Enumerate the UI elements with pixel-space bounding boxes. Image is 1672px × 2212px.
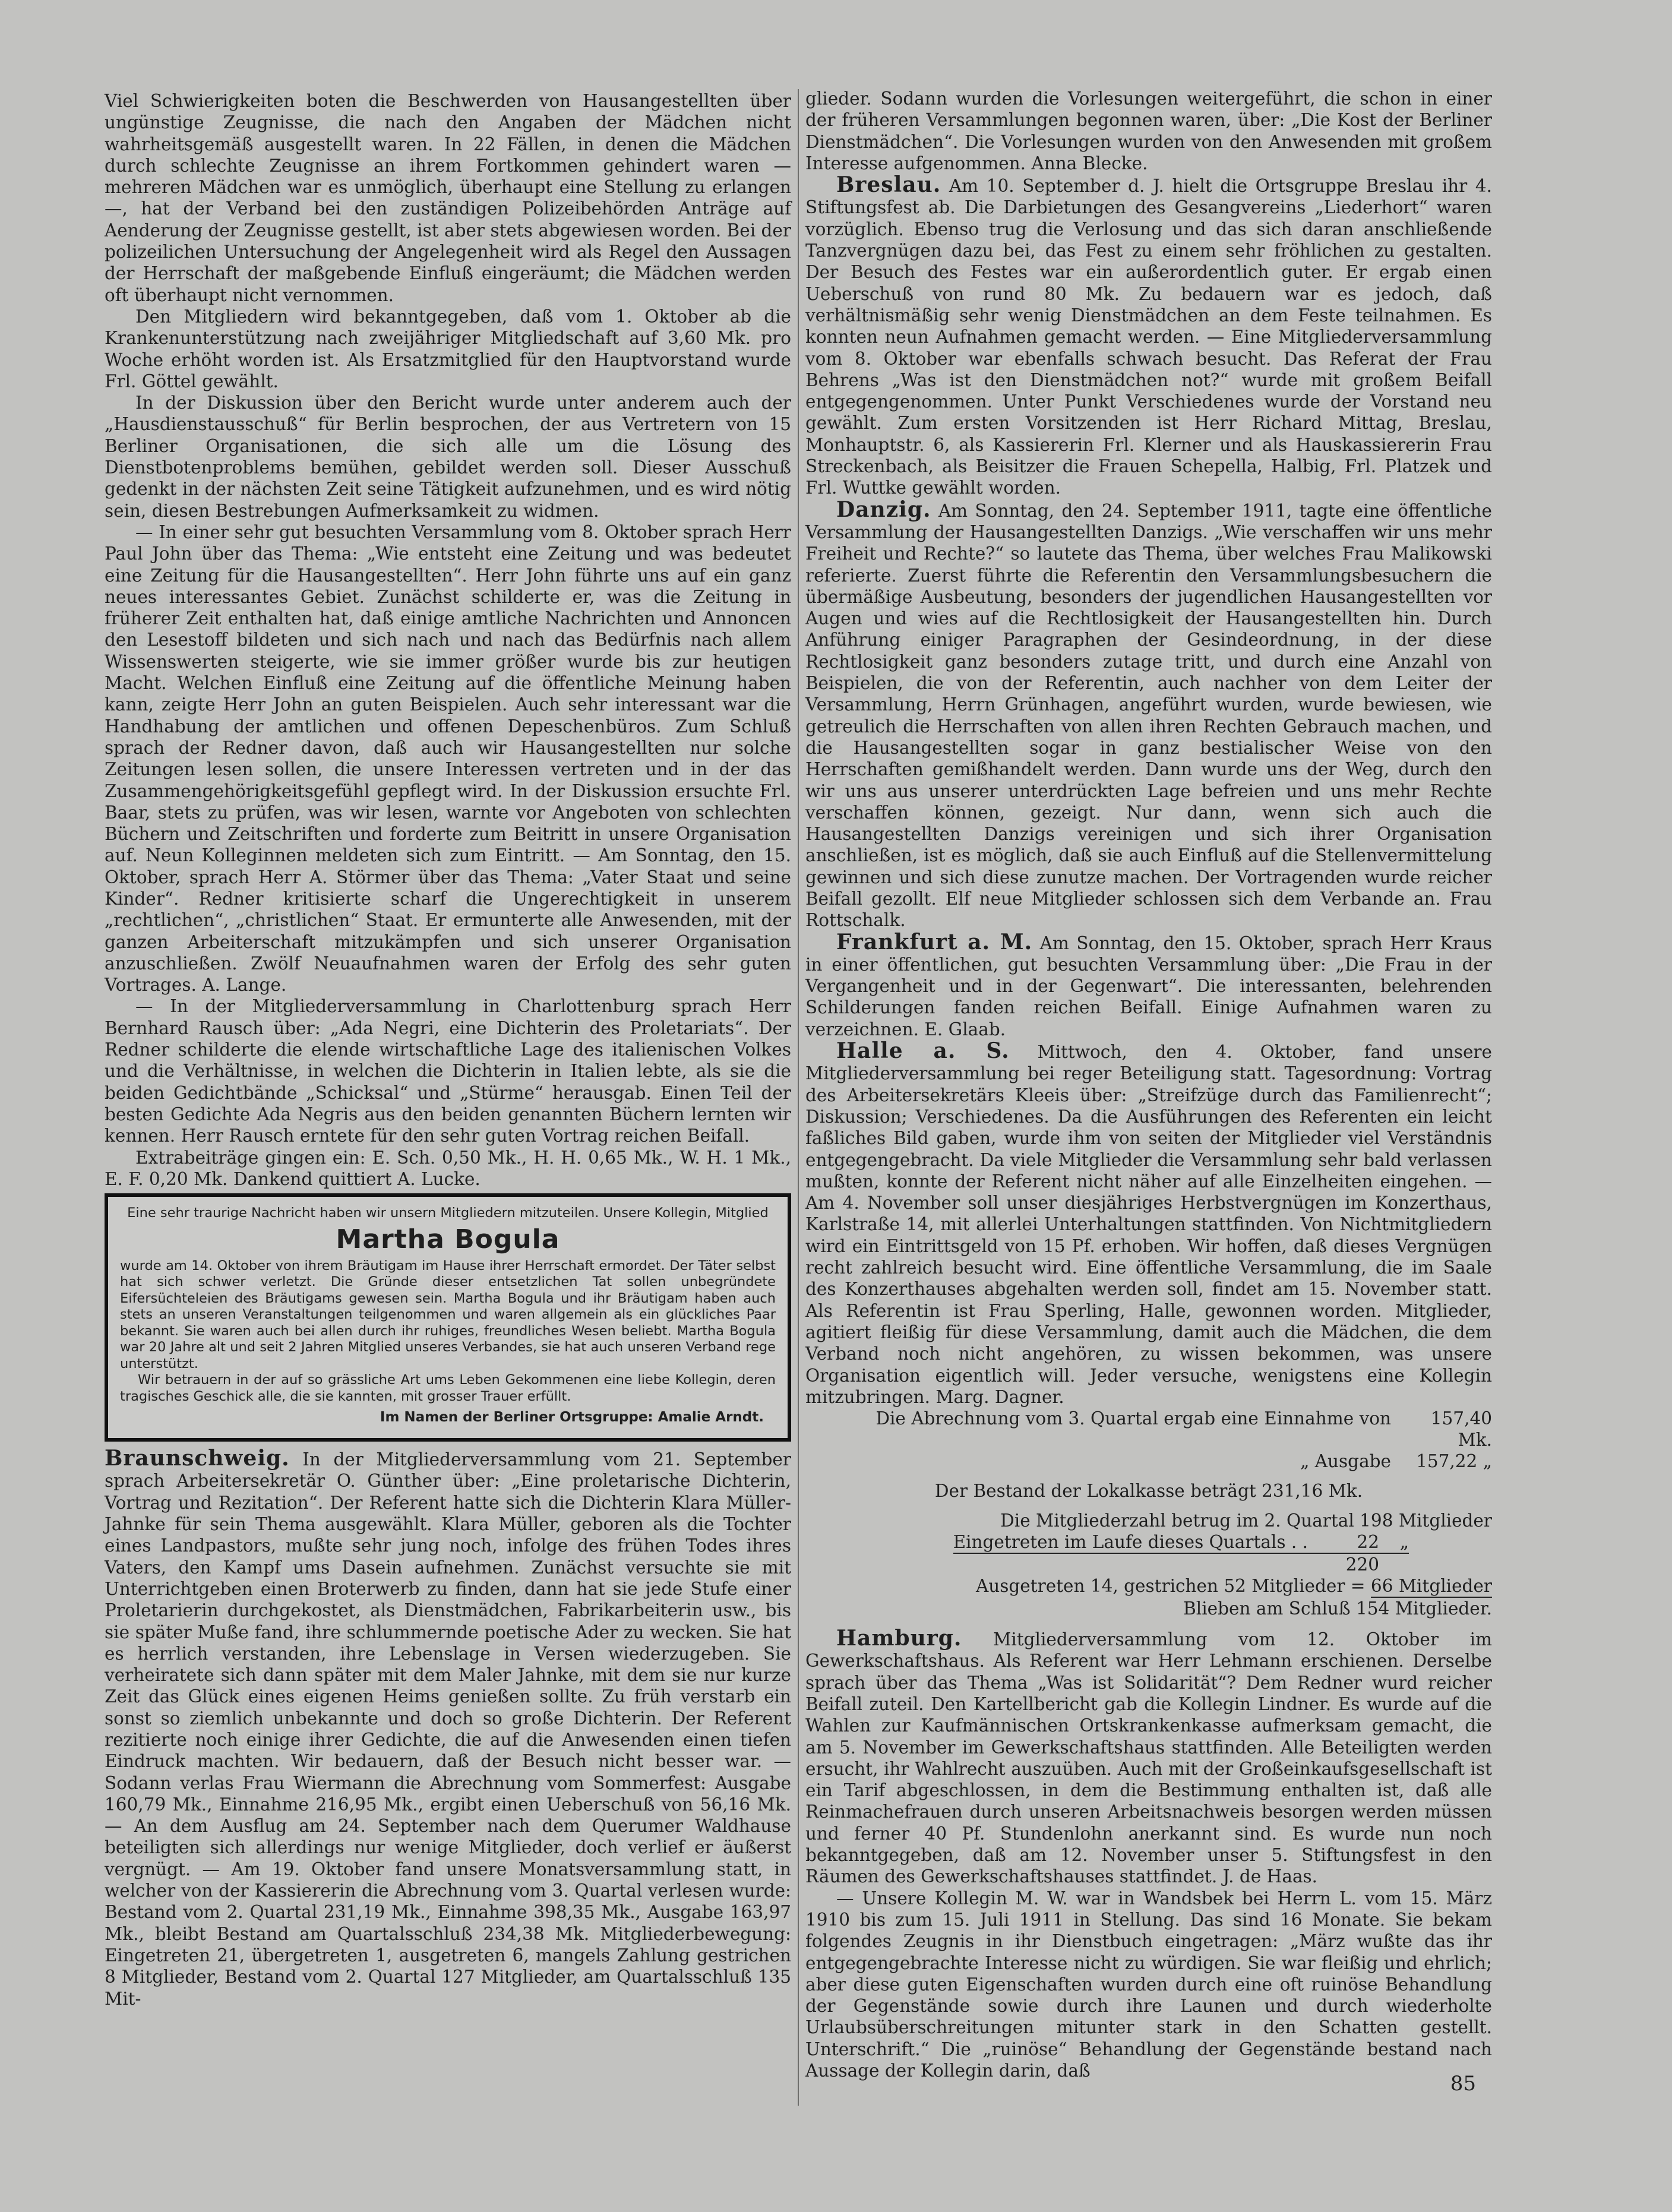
report-text: In der Mitgliederversammlung vom 21. September sprach Arbeitersekretär O. Günther über: „Eine proletarische Dichterin, Vortrag und Rezitation“. Der Referent hatte sich die Dichterin Klara Müller-Jahnke für sein Thema ausgewählt. Klara Müller, geboren als die Tochter eines Landpastors, mußte sehr jung noch, infolge des frühen Todes ihres Vaters, den Kampf ums Dasein aufnehmen. Zunächst versuchte sie mit Unterrichtgeben einen Broterwerb zu finden, dann hat sie jede Stufe einer Proletarierin durchgekostet, als Dienstmädchen, Fabrikarbeiterin usw., bis sie später Muße fand, ihre schlummernde poetische Ader zu wecken. Sie hat es herrlich verstanden, ihre Lebenslage in Versen wiederzugeben. Sie verheiratete sich dann später mit dem Maler Jahnke, mit dem sie nur kurze Zeit das Glück eines eigenen Heims genießen sollte. Zu früh verstarb ein sonst so ziemlich unbekannte und doch so große Dichterin. Der Referent rezitierte noch einige ihrer Gedichte, die auf die Anwesenden einen tiefen Eindruck machten. Wir bedauern, daß der Besuch nicht besser war. — Sodann verlas Frau Wiermann die Abrechnung vom Sommerfest: Ausgabe 160,79 Mk., Einnahme 216,95 Mk., ergibt einen Ueberschuß von 56,16 Mk. — An dem Ausflug am 24. September nach dem Querumer Waldhause beteiligten sich allerdings nur wenige Mitglieder, doch verlief er äußerst vergnügt. — Am 19. Oktober fand unsere Monatsversammlung statt, in welcher von der Kassiererin die Abrechnung vom 3. Quartal verlesen wurde: Bestand vom 2. Quartal 231,19 Mk., Einnahme 398,35 Mk., Ausgabe 163,97 Mk., bleibt Bestand am Quartalsschluß 234,38 Mk. Mitgliederbewegung: Eingetreten 21, übergetreten 1, ausgetreten 6, mangels Zahlung gestrichen 8 Mitglieder, Bestand vom 2. Quartal 127 Mitglieder, am Quartalsschluß 135 Mit-	[105, 1449, 791, 2009]
place-heading: Halle a. S.	[836, 1038, 1010, 1064]
place-heading: Danzig.	[836, 497, 931, 522]
membership-count: 22	[1308, 1531, 1379, 1554]
accounts-expense-label: „ Ausgabe	[1300, 1451, 1391, 1472]
membership-summary: Blieben am Schluß 154 Mitglieder.	[1183, 1598, 1492, 1619]
left-column	[105, 90, 791, 2009]
report-hamburg-testimonial: — Unsere Kollegin M. W. war in Wandsbek bei Herrn L. vom 15. März 1910 bis zum 15. Juli 1911 in Stellung. Das sind 16 Monate. Sie bekam folgendes Zeugnis in ihr Dienstbuch eingetragen: „März wußte das ihr entgegengebrachte Interesse nicht zu würdigen. Sie war fleißig und ehrlich; aber diese guten Eigenschaften wurden durch eine oft ruinöse Behandlung der Gegenstände sowie durch ihre Launen und durch wiederholte Urlaubsüberschreitungen mitunter stark in den Schatten gestellt. Unterschrift.“ Die „ruinöse“ Behandlung der Gegenstände bestand nach Aussage der Kollegin darin, daß	[805, 1888, 1492, 2081]
report-danzig	[805, 499, 1492, 931]
paragraph-discussion: In der Diskussion über den Bericht wurde unter anderem auch der „Hausdienstausschuß“ für Berlin besprochen, der aus Vertretern von 15 Berliner Organisationen, die sich alle um die Lösung des Dienstbotenproblems bemühen, gebildet werden soll. Dieser Ausschuß gedenkt in der nächsten Zeit seine Tätigkeit aufzunehmen, und es wird nötig sein, diesen Bestrebungen Aufmerksamkeit zu widmen.	[105, 393, 791, 521]
paragraph-extra-contributions: Extrabeiträge gingen ein: E. Sch. 0,50 Mk., H. H. 0,65 Mk., W. H. 1 Mk., E. F. 0,20 Mk. Dankend quittiert A. Lucke.	[105, 1147, 791, 1189]
paragraph-complaints: Viel Schwierigkeiten boten die Beschwerden von Hausangestellten über ungünstige Zeugnisse, die nach den Angaben der Mädchen nicht wahrheitsgemäß ausgestellt waren. In 22 Fällen, in denen die Mädchen durch schlechte Zeugnisse an ihrem Fortkommen gehindert waren — mehreren Mädchen war es unmöglich, überhaupt eine Stellung zu erlangen —, hat der Verband bei den zuständigen Polizeibehörden Anträge auf Aenderung der Zeugnisse gestellt, ist aber stets abgewiesen worden. Bei der polizeilichen Untersuchung der Angelegenheit wird als Regel den Aussagen der Herrschaft der maßgebende Einfluß eingeräumt; die Mädchen werden oft überhaupt nicht vernommen.	[105, 91, 791, 305]
report-text: Am Sonntag, den 15. Oktober, sprach Herr Kraus in einer öffentlichen, gut besuchten Versammlung über: „Die Frau in der Vergangenheit und in der Gegenwart“. Die interessanten, belehrenden Schilderungen fanden reichen Beifall. Einige Aufnahmen waren zu verzeichnen. E. Glaab.	[805, 933, 1492, 1039]
report-halle	[805, 1040, 1492, 1408]
membership-row	[805, 1510, 1492, 1531]
membership-row	[805, 1531, 1492, 1554]
page-number: 85	[1450, 2072, 1476, 2096]
report-text: Mitgliederversammlung vom 12. Oktober im Gewerkschaftshaus. Als Referent war Herr Lehmann erschienen. Derselbe sprach über das Thema „Was ist Solidarität“? Dem Redner wurd reicher Beifall zuteil. Den Kartellbericht gab die Kollegin Lindner. Es wurde auf die Wahlen zur Kaufmännischen Ortskrankenkasse aufmerksam gemacht, die am 5. November im Gewerkschaftshaus stattfinden. Alle Beteiligten werden ersucht, ihr Wahlrecht auszuüben. Auch mit der Großeinkaufsgesellschaft ist ein Tarif abgeschlossen, in dem die Bestimmung enthalten ist, daß alle Reinmachefrauen durch unseren Arbeitsnachweis besorgen werden müssen und ferner 40 Pf. Stundenlohn anerkannt sind. Es wurde nun noch bekanntgegeben, daß am 12. November unser 5. Stiftungsfest in den Räumen des Gewerkschaftshauses stattfindet. J. de Haas.	[805, 1629, 1492, 1887]
obituary-name: Martha Bogula	[336, 1224, 560, 1254]
place-heading: Hamburg.	[836, 1626, 962, 1651]
obituary-intro: Eine sehr traurige Nachricht haben wir unsern Mitgliedern mitzuteilen. Unsere Kollegin, Mitglied	[127, 1205, 769, 1221]
accounts-income-value: 157,40 Mk.	[1430, 1408, 1492, 1451]
membership-ditto: „	[1379, 1531, 1409, 1554]
paragraph-continued: glieder. Sodann wurden die Vorlesungen weitergeführt, die schon in einer der früheren Versammlungen begonnen waren, über: „Die Kost der Berliner Dienstmädchen“. Die Vorlesungen wurden von den Anwesenden mit großem Interesse aufgenommen. Anna Blecke.	[805, 89, 1492, 173]
report-breslau	[805, 174, 1492, 498]
accounts-expense-row	[805, 1451, 1492, 1472]
obituary-signature: Im Namen der Berliner Ortsgruppe: Amalie Arndt.	[380, 1410, 764, 1426]
place-heading: Frankfurt a. M.	[836, 929, 1033, 955]
accounts-income-row	[805, 1408, 1492, 1451]
halle-membership-table	[805, 1510, 1492, 1619]
report-braunschweig	[105, 1448, 791, 2009]
paragraph-charlottenburg: — In der Mitgliederversammlung in Charlottenburg sprach Herr Bernhard Rausch über: „Ada Negri, eine Dichterin des Proletariats“. Der Redner schilderte die elende wirtschaftliche Lage des italienischen Volkes und die Verhältnisse, in welchen die Dichterin in Italien lebte, als sie die beiden Gedichtbände „Schicksal“ und „Stürme“ herausgab. Einen Teil der besten Gedichte Ada Negris aus den beiden genannten Büchern lernten wir kennen. Herr Rausch erntete für den sehr guten Vortrag reichen Beifall.	[105, 996, 791, 1146]
place-heading: Braunschweig.	[105, 1446, 290, 1471]
report-text: Mittwoch, den 4. Oktober, fand unsere Mitgliederversammlung bei reger Beteiligung statt. Tagesordnung: Vortrag des Arbeitersekretärs Kleeis über: „Streifzüge durch das Familienrecht“; Diskussion; Verschiedenes. Da die Ausführungen des Referenten ein leicht faßliches Bild gaben, wurde ihm von seiten der Mitglieder viel Verständnis entgegengebracht. Da viele Mitglieder die Versammlung sehr bald verlassen mußten, konnte der Referent nicht näher auf alle Einzelheiten eingehen. — Am 4. November soll unser diesjähriges Herbstvergnügen im Konzerthaus, Karlstraße 14, mit allerlei Unterhaltungen stattfinden. Von Nichtmitgliedern wird ein Eintrittsgeld von 15 Pf. erhoben. Wir hoffen, daß dieses Vergnügen recht zahlreich besucht wird. Eine öffentliche Versammlung, die im Saale des Konzerthauses abgehalten werden soll, findet am 15. November statt. Als Referentin ist Frau Sperling, Halle, gewonnen worden. Mitglieder, agitiert fleißig für diese Versammlung, damit auch die Mädchen, die dem Verband noch nicht angehören, zu wissen bekommen, was unsere Organisation eigentlich will. Jeder versuche, wenigstens eine Kollegin mitzubringen. Marg. Dagner.	[805, 1042, 1492, 1407]
place-heading: Breslau.	[836, 172, 941, 198]
report-hamburg	[805, 1628, 1492, 1888]
membership-row	[805, 1575, 1492, 1598]
accounts-income-label: Die Abrechnung vom 3. Quartal ergab eine Einnahme von	[875, 1408, 1391, 1429]
halle-accounts	[805, 1408, 1492, 1502]
membership-label: Ausgetreten 14, gestrichen 52 Mitglieder =	[975, 1576, 1366, 1597]
membership-row	[805, 1554, 1492, 1575]
accounts-expense-value: 157,22 „	[1416, 1451, 1492, 1472]
membership-label: Eingetreten im Laufe dieses Quartals . .	[953, 1531, 1308, 1554]
membership-row	[805, 1598, 1492, 1619]
membership-label: Die Mitgliederzahl betrug im 2. Quartal	[1000, 1511, 1354, 1531]
obituary-body: wurde am 14. Oktober von ihrem Bräutigam im Hause ihrer Herrschaft ermordet. Der Täter selbst hat sich schwer verletzt. Die Gründe dieser entsetzlichen Tat sollen unbegründete Eifersüchteleien des Bräutigams gewesen sein. Martha Bogula und ihr Bräutigam haben auch stets an unseren Veranstaltungen teilgenommen und waren allgemein als ein glückliches Paar bekannt. Sie waren auch bei allen durch ihr ruhiges, freundliches Wesen beliebt. Martha Bogula war 20 Jahre alt und seit 2 Jahren Mitglied unseres Verbandes, sie hat auch unseren Verband rege unterstützt.	[120, 1257, 776, 1372]
membership-count: 66 Mitglieder	[1371, 1575, 1492, 1598]
membership-count: 220	[1345, 1554, 1379, 1575]
membership-count: 198 Mitglieder	[1360, 1511, 1492, 1531]
report-frankfurt	[805, 931, 1492, 1040]
right-column	[805, 88, 1492, 2081]
paragraph-john-lecture: — In einer sehr gut besuchten Versammlung vom 8. Oktober sprach Herr Paul John über das Thema: „Wie entsteht eine Zeitung und was bedeutet eine Zeitung für die Hausangestellten“. Herr John führte uns auf ein ganz neues interessantes Gebiet. Zunächst schilderte er, was die Zeitung in früherer Zeit enthalten hat, daß einige amtliche Nachrichten und Annoncen den Lesestoff bildeten und sich nach und nach das Bedürfnis nach allem Wissenswerten steigerte, wie sie immer größer wurde bis zur heutigen Macht. Welchen Einfluß eine Zeitung auf die öffentliche Meinung haben kann, zeigte Herr John an guten Beispielen. Auch sehr interessant war die Handhabung der amtlichen und offenen Depeschenbüros. Zum Schluß sprach der Redner davon, daß auch wir Hausangestellten nur solche Zeitungen lesen sollen, die unsere Interessen vertreten und in der das Zusammengehörigkeitsgefühl gepflegt wird. In der Diskussion ersuchte Frl. Baar, stets zu prüfen, was wir lesen, warnte vor Angeboten von schlechten Büchern und Zeitschriften und forderte zum Beitritt in unsere Organisation auf. Neun Kolleginnen meldeten sich zum Eintritt. — Am Sonntag, den 15. Oktober, sprach Herr A. Störmer über das Thema: „Vater Staat und seine Kinder“. Redner kritisierte scharf die Ungerechtigkeit in unserem „rechtlichen“, „christlichen“ Staat. Er ermunterte alle Anwesenden, mit der ganzen Arbeiterschaft mitzukämpfen und sich unserer Organisation anzuschließen. Zwölf Neuaufnahmen waren der Erfolg des sehr guten Vortrages. A. Lange.	[105, 522, 791, 996]
paragraph-sick-benefit: Den Mitgliedern wird bekanntgegeben, daß vom 1. Oktober ab die Krankenunterstützung nach zweijähriger Mitgliedschaft auf 3,60 Mk. pro Woche erhöht worden ist. Als Ersatzmitglied für den Hauptvorstand wurde Frl. Göttel gewählt.	[105, 306, 791, 391]
report-text: Am Sonntag, den 24. September 1911, tagte eine öffentliche Versammlung der Hausangestellten Danzigs. „Wie verschaffen wir uns mehr Freiheit und Rechte?“ so lautete das Thema, über welches Frau Malikowski referierte. Zuerst führte die Referentin den Versammlungsbesuchern die übermäßige Ausbeutung, besonders der jugendlichen Hausangestellten vor Augen und wies auf die Rechtlosigkeit der Hausangestellten hin. Durch Anführung einiger Paragraphen der Gesindeordnung, in der diese Rechtlosigkeit ganz besonders zutage tritt, und durch eine Anzahl von Beispielen, die von der Referentin, auch nachher von dem Leiter der Versammlung, Herrn Grünhagen, angeführt wurden, wurde bewiesen, wie getreulich die Herrschaften von allen ihren Rechten Gebrauch machen, und die Hausangestellten sogar in ganz bestialischer Weise von den Herrschaften gemißhandelt werden. Dann wurde uns der Weg, durch den wir uns aus unserer unterdrückten Lage befreien und uns mehr Rechte verschaffen können, gezeigt. Nur dann, wenn sich auch die Hausangestellten Danzigs vereinigen und sich ihrer Organisation anschließen, ist es möglich, daß sie auch Einfluß auf die Stellenvermittelung gewinnen und sich diese zunutze machen. Der Vortragenden wurde reicher Beifall gezollt. Elf neue Mitglieder schlossen sich dem Verbande an. Frau Rottschalk.	[805, 500, 1492, 931]
report-text: Am 10. September d. J. hielt die Ortsgruppe Breslau ihr 4. Stiftungsfest ab. Die Darbietungen des Gesangvereins „Liederhort“ waren vorzüglich. Ebenso trug die Verlosung und das sich daran anschließende Tanzvergnügen dazu bei, das Fest zu einem sehr fröhlichen zu gestalten. Der Besuch des Festes war ein außerordentlich guter. Er ergab einen Ueberschuß von rund 80 Mk. Zu bedauern war es jedoch, daß verhältnismäßig sehr wenig Dienstmädchen an dem Feste teilnahmen. Es konnten neun Aufnahmen gemacht werden. — Eine Mitgliederversammlung vom 8. Oktober war ebenfalls schwach besucht. Das Referat der Frau Behrens „Was ist den Dienstmädchen not?“ wurde mit großem Beifall entgegengenommen. Unter Punkt Verschiedenes wurde der Vorstand neu gewählt. Zum ersten Vorsitzenden ist Herr Richard Mittag, Breslau, Monhauptstr. 6, als Kassiererin Frl. Klerner und als Hauskassiererin Frau Streckenbach, als Beisitzer die Frauen Schepella, Halbig, Frl. Platzek und Frl. Wuttke gewählt worden.	[805, 176, 1492, 498]
accounts-balance: Der Bestand der Lokalkasse beträgt 231,16 Mk.	[934, 1481, 1363, 1502]
obituary-body-2: Wir betrauern in der auf so grässliche Art ums Leben Gekommenen eine liebe Kollegin, deren tragisches Geschick alle, die sie kannten, mit grosser Trauer erfüllt.	[120, 1372, 776, 1404]
column-divider	[798, 89, 799, 2106]
obituary-notice	[105, 1193, 791, 1442]
